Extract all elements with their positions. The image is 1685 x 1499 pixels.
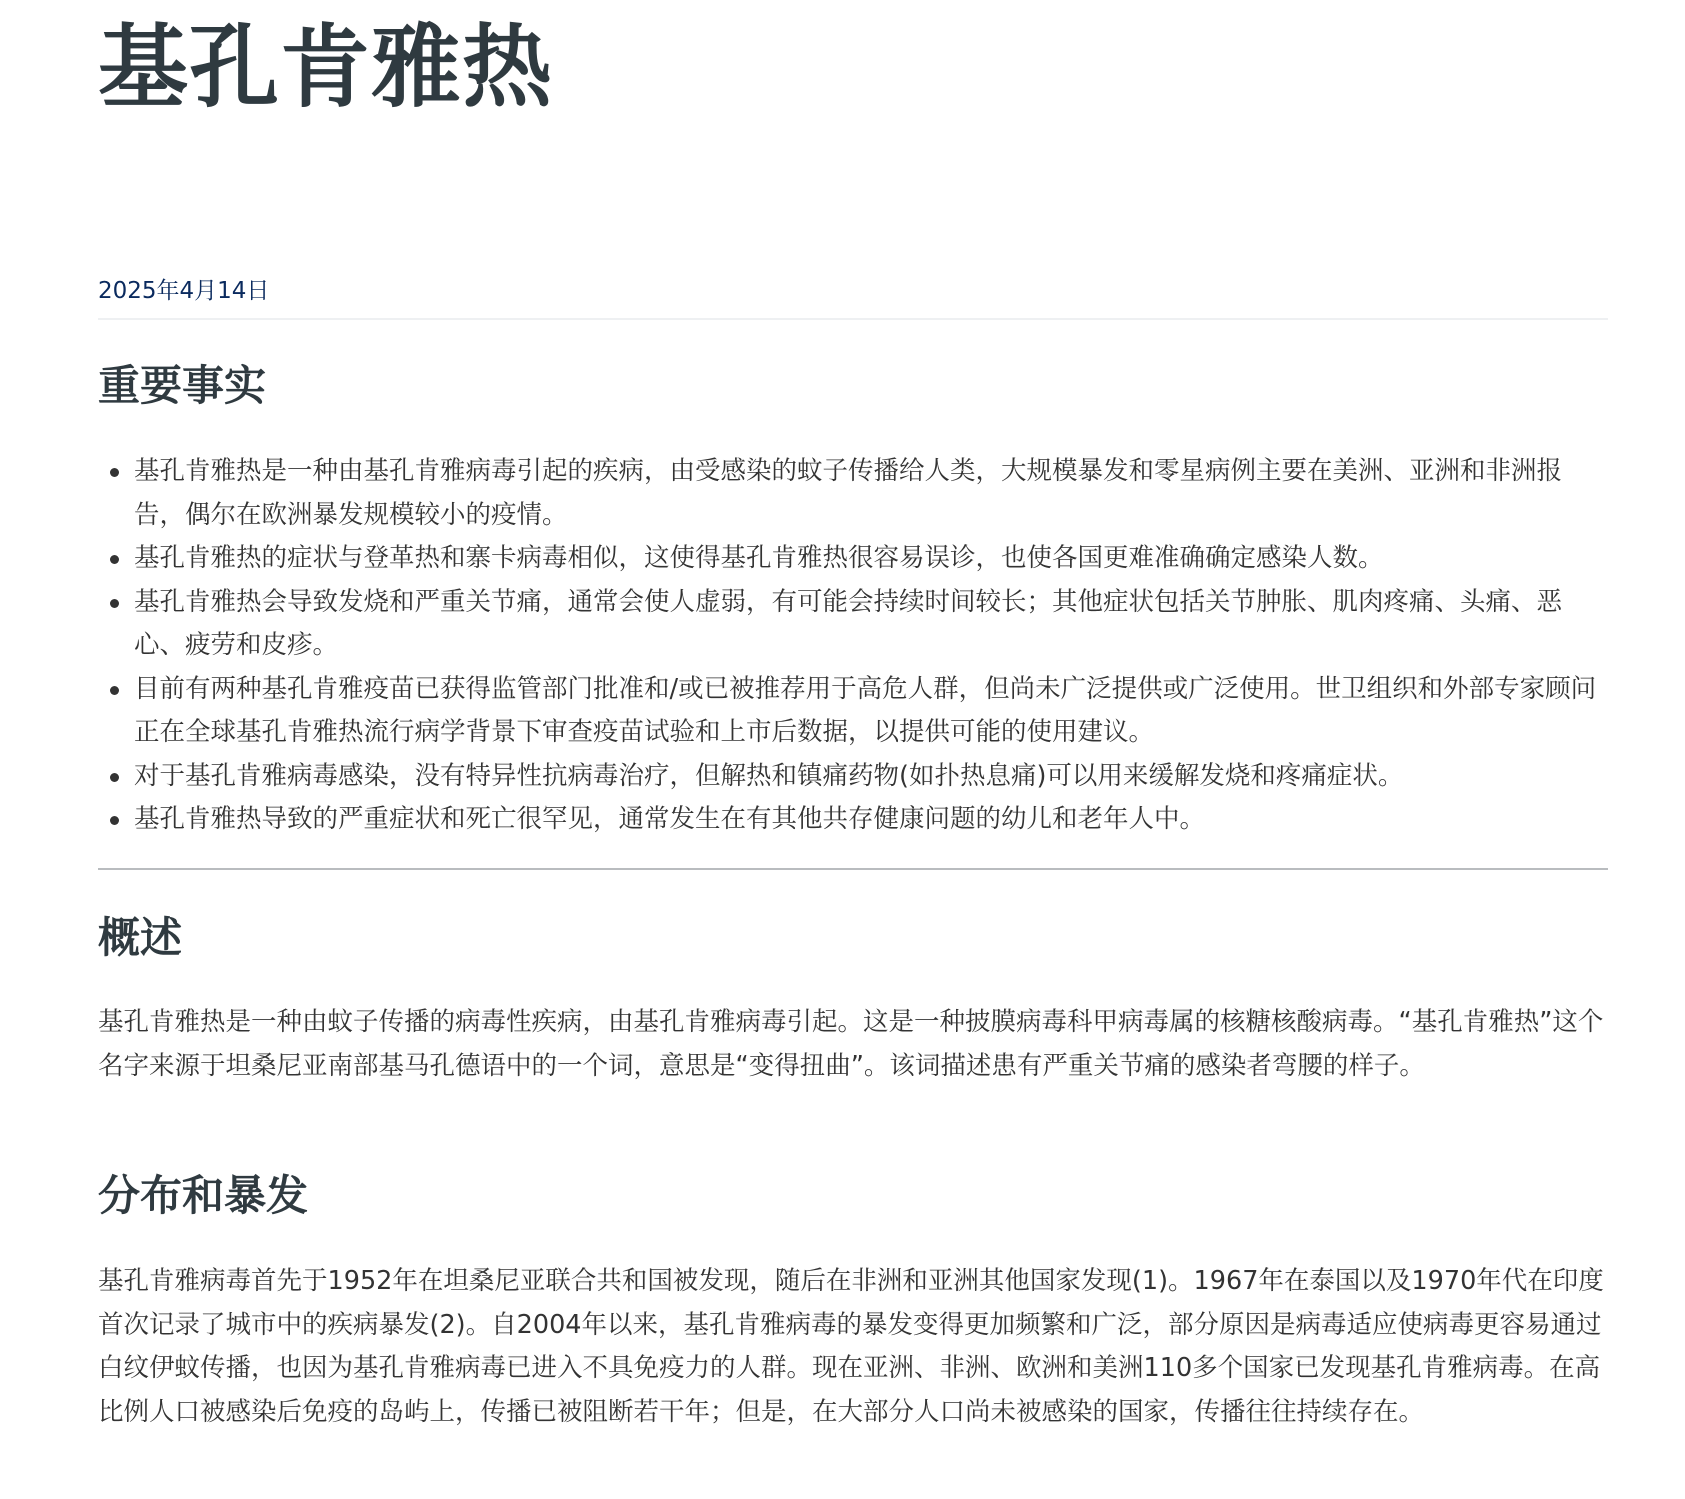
bullet-icon: [110, 555, 119, 564]
header-divider: [98, 318, 1608, 320]
bullet-icon: [110, 686, 119, 695]
list-item-text: 目前有两种基孔肯雅疫苗已获得监管部门批准和/或已被推荐用于高危人群，但尚未广泛提供或广泛使用。世卫组织和外部专家顾问正在全球基孔肯雅热流行病学背景下审查疫苗试验和上市后数据，以提供可能的使用建议。: [134, 673, 1597, 747]
list-item: [134, 755, 1608, 799]
list-item: [134, 537, 1608, 581]
list-item-text: 基孔肯雅热是一种由基孔肯雅病毒引起的疾病，由受感染的蚊子传播给人类，大规模暴发和零星病例主要在美洲、亚洲和非洲报告，偶尔在欧洲暴发规模较小的疫情。: [134, 456, 1563, 530]
bullet-icon: [110, 599, 119, 608]
key-facts-list: [98, 450, 1608, 842]
publish-date: 2025年4月14日: [98, 278, 270, 304]
distribution-paragraph: 基孔肯雅病毒首先于1952年在坦桑尼亚联合共和国被发现，随后在非洲和亚洲其他国家发现(1)。1967年在泰国以及1970年代在印度首次记录了城市中的疾病暴发(2)。自2004年以来，基孔肯雅病毒的暴发变得更加频繁和广泛，部分原因是病毒适应使病毒更容易通过白纹伊蚊传播，也因为基孔肯雅病毒已进入不具免疫力的人群。现在亚洲、非洲、欧洲和美洲110多个国家已发现基孔肯雅病毒。在高比例人口被感染后免疫的岛屿上，传播已被阻断若干年；但是，在大部分人口尚未被感染的国家，传播往往持续存在。: [98, 1266, 1604, 1427]
bullet-icon: [110, 773, 119, 782]
list-item: [134, 668, 1608, 755]
list-item-text: 基孔肯雅热导致的严重症状和死亡很罕见，通常发生在有其他共存健康问题的幼儿和老年人中。: [134, 804, 1206, 834]
list-item-text: 对于基孔肯雅病毒感染，没有特异性抗病毒治疗，但解热和镇痛药物(如扑热息痛)可以用来缓解发烧和疼痛症状。: [134, 760, 1404, 791]
overview-paragraph: 基孔肯雅热是一种由蚊子传播的病毒性疾病，由基孔肯雅病毒引起。这是一种披膜病毒科甲病毒属的核糖核酸病毒。“基孔肯雅热”这个名字来源于坦桑尼亚南部基马孔德语中的一个词，意思是“变得扭曲”。该词描述患有严重关节痛的感染者弯腰的样子。: [98, 1007, 1604, 1081]
page-title: 基孔肯雅热: [98, 15, 553, 120]
list-item: [134, 581, 1608, 668]
article-content: [98, 0, 1608, 1427]
distribution-heading: 分布和暴发: [98, 1171, 309, 1220]
bullet-icon: [110, 816, 119, 825]
list-item-text: 基孔肯雅热的症状与登革热和寨卡病毒相似，这使得基孔肯雅热很容易误诊，也使各国更难准确确定感染人数。: [134, 543, 1384, 573]
list-item-text: 基孔肯雅热会导致发烧和严重关节痛，通常会使人虚弱，有可能会持续时间较长；其他症状包括关节肿胀、肌肉疼痛、头痛、恶心、疲劳和皮疹。: [134, 586, 1563, 660]
key-facts-heading: 重要事实: [98, 361, 267, 410]
list-item: [134, 798, 1608, 842]
bullet-icon: [110, 468, 119, 477]
section-divider: [98, 868, 1608, 870]
overview-heading: 概述: [98, 913, 183, 962]
list-item: [134, 450, 1608, 537]
